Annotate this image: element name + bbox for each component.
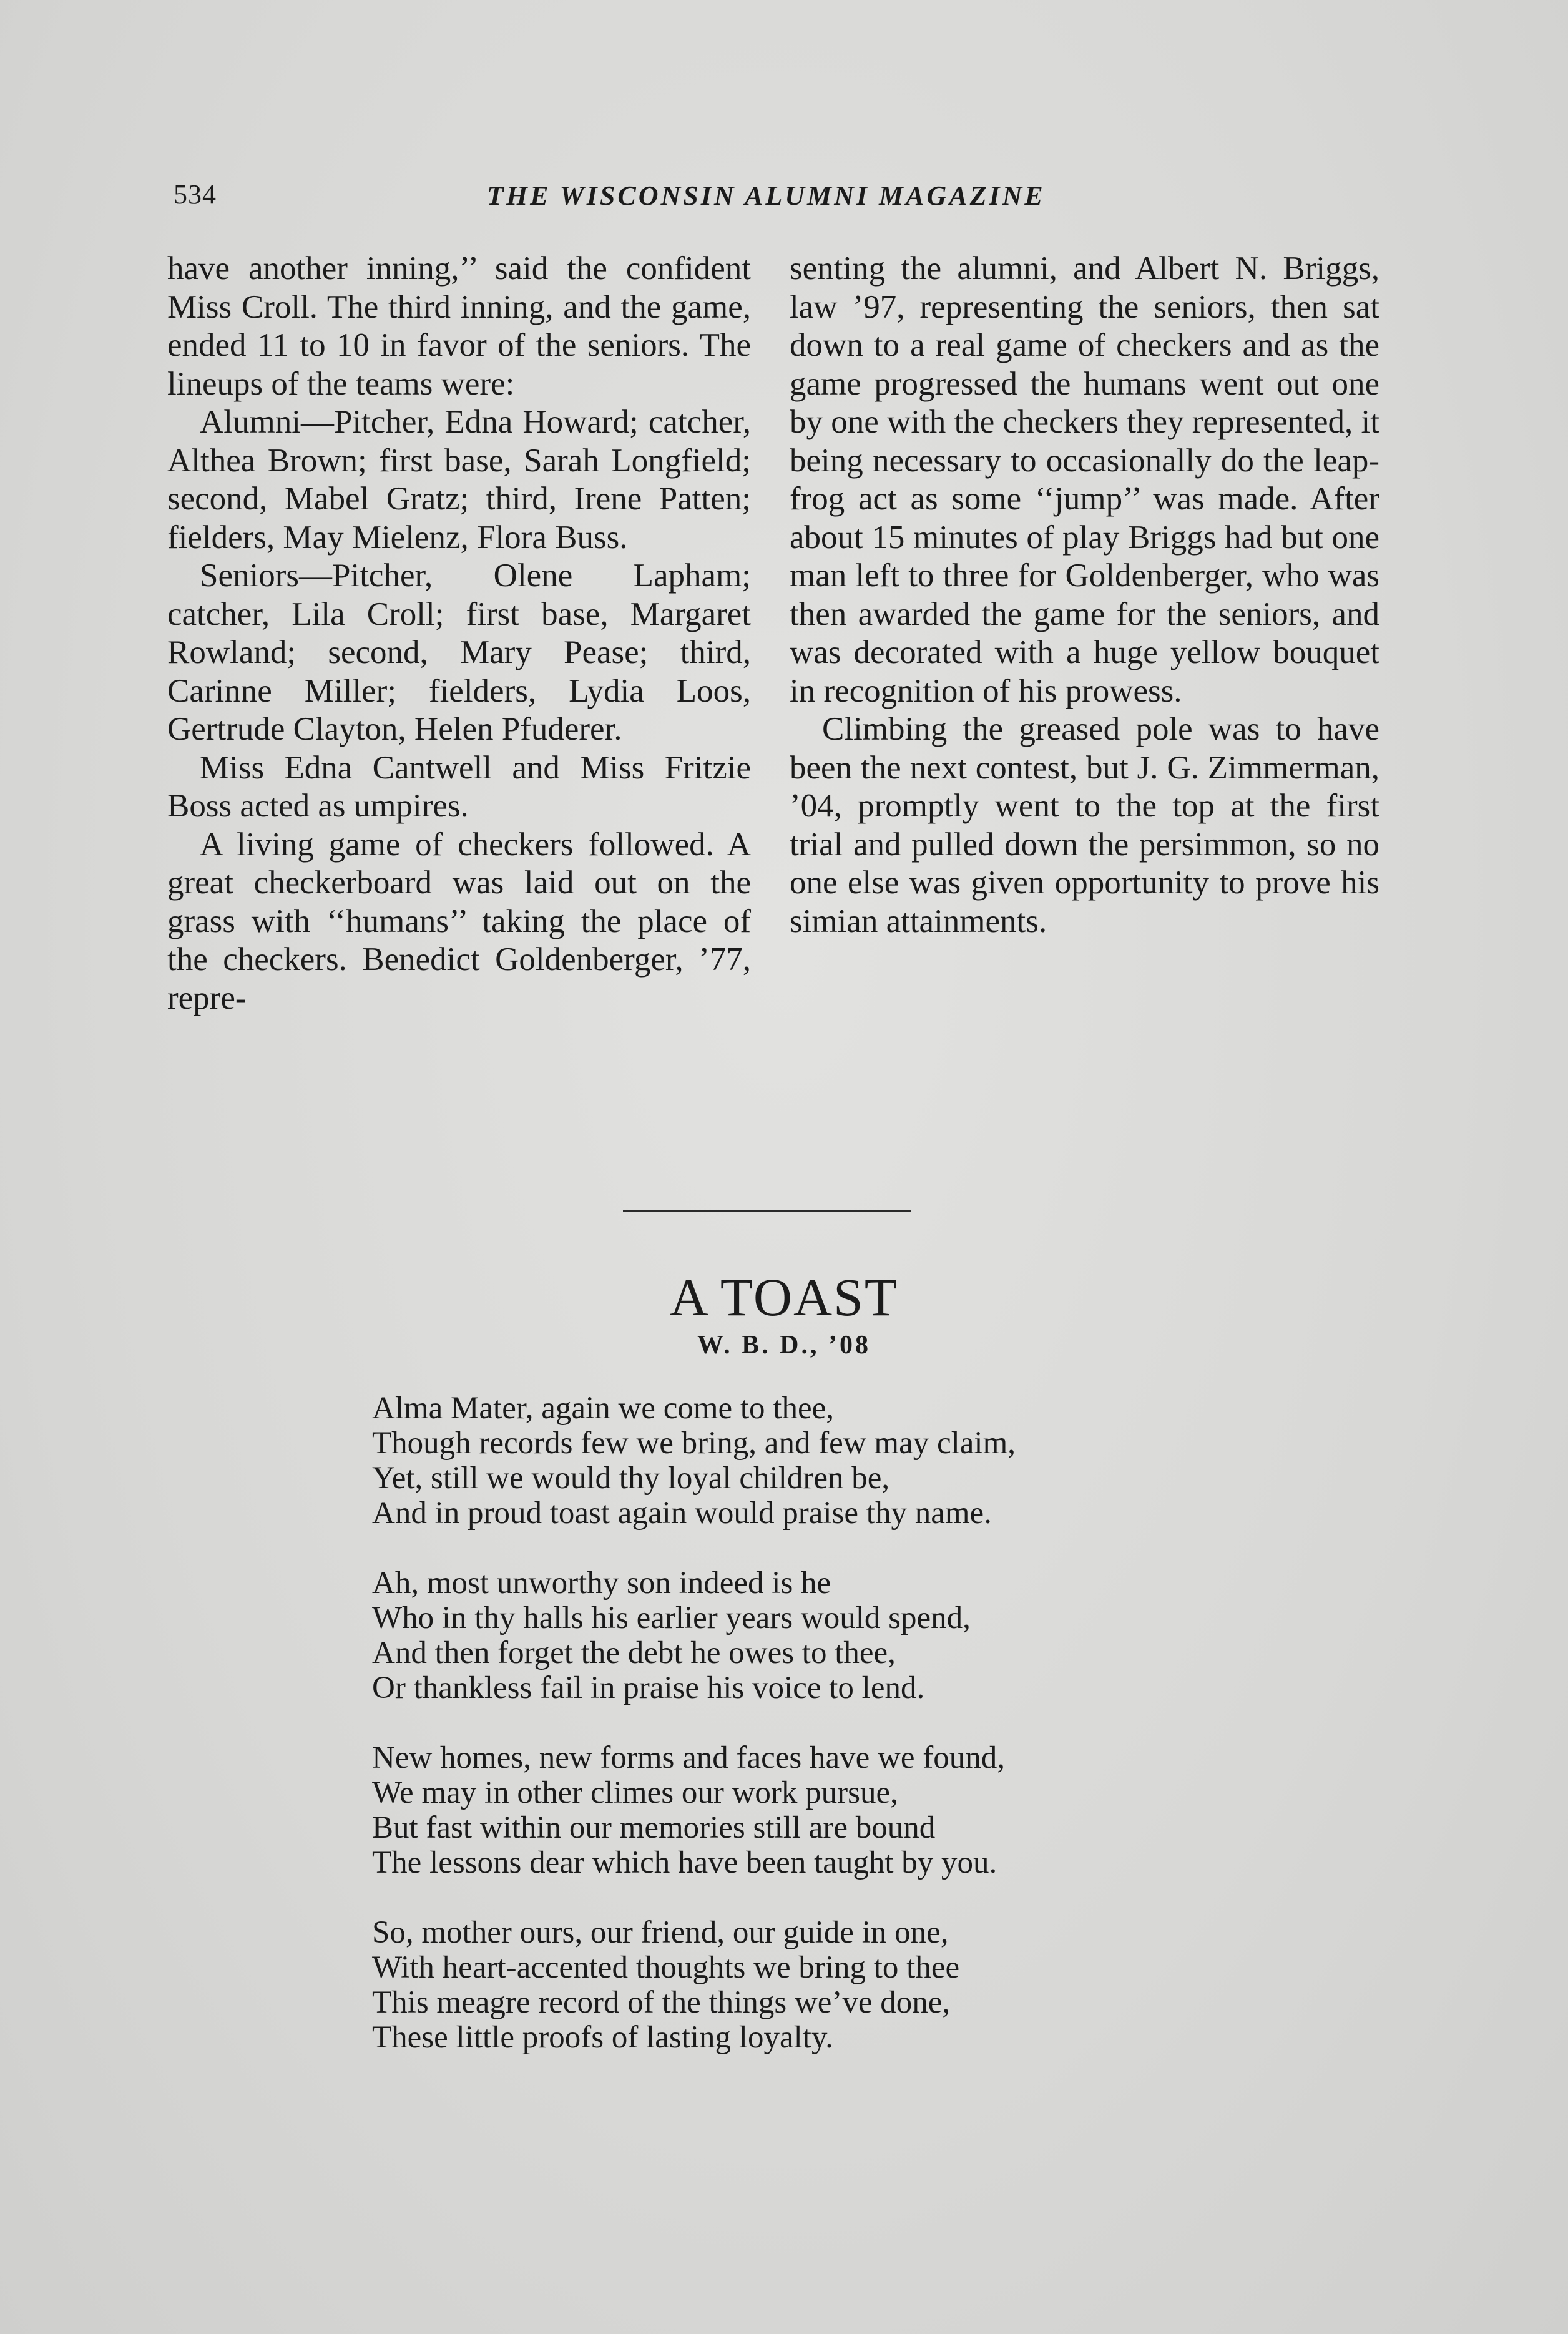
poem-line: And then forget the debt he owes to thee, <box>372 1635 896 1670</box>
poem-line: And in proud toast again would praise thy name. <box>372 1496 992 1531</box>
paragraph: Alumni—Pitcher, Edna Howard; catcher, Althea Brown; first base, Sarah Longfield; second, Mabel Gratz; third, Irene Patten; fielders, May Mielenz, Flora Buss. <box>167 404 751 556</box>
poem-line: Yet, still we would thy loyal children be, <box>372 1461 890 1496</box>
paragraph: Climbing the greased pole was to have been the next contest, but J. G. Zimmerman, ’04, promptly went to the top at the first trial and pulled down the persimmon, so no one else was given opportunity to prove his simian attainments. <box>790 711 1379 939</box>
paragraph: A living game of checkers followed. A great checkerboard was laid out on the grass with ‘‘humans’’ taking the place of the checkers. Benedict Goldenberger, ’77, repre- <box>167 826 751 1016</box>
section-divider <box>623 1210 911 1212</box>
paragraph: senting the alumni, and Albert N. Briggs, law ’97, representing the seniors, then sat down to a real game of checkers and as the game progressed the humans went out one by one with the checkers they represented, it being necessary to occasionally do the leap-frog act as some ‘‘jump’’ was made. After about 15 minutes of play Briggs had but one man left to three for Goldenberger, who was then awarded the game for the seniors, and was decorated with a huge yellow bouquet in recognition of his prowess. <box>790 250 1379 709</box>
poem-line: We may in other climes our work pursue, <box>372 1775 898 1810</box>
running-title: THE WISCONSIN ALUMNI MAGAZINE <box>487 180 1046 211</box>
poem-stanza <box>372 1740 1016 1880</box>
poem-body <box>372 1391 1016 2090</box>
paragraph: Seniors—Pitcher, Olene Lapham; catcher, Lila Croll; first base, Margaret Rowland; second, Mary Pease; third, Carinne Miller; fielders, Lydia Loos, Gertrude Clayton, Helen Pfuderer. <box>167 557 751 747</box>
page-number: 534 <box>174 179 217 210</box>
paragraph: have another inning,’’ said the confident Miss Croll. The third inning, and the game, ended 11 to 10 in favor of the seniors. The lineups of the teams were: <box>167 250 751 402</box>
poem-line: New homes, new forms and faces have we found, <box>372 1740 1005 1775</box>
poem-line: These little proofs of lasting loyalty. <box>372 2020 833 2055</box>
poem-line: Alma Mater, again we come to thee, <box>372 1391 834 1426</box>
poem-line: So, mother ours, our friend, our guide in one, <box>372 1915 949 1950</box>
poem-line: But fast within our memories still are bound <box>372 1810 936 1845</box>
article-right-column <box>790 250 1379 941</box>
poem-line: With heart-accented thoughts we bring to thee <box>372 1950 960 1985</box>
poem-line: The lessons dear which have been taught by you. <box>372 1845 997 1880</box>
poem-stanza <box>372 1915 1016 2055</box>
poem-line: Who in thy halls his earlier years would spend, <box>372 1601 971 1635</box>
poem-line: Though records few we bring, and few may claim, <box>372 1426 1016 1461</box>
poem-line: Ah, most unworthy son indeed is he <box>372 1566 831 1601</box>
poem-author: W. B. D., ’08 <box>697 1331 871 1360</box>
article-left-column <box>167 250 751 1017</box>
poem-title: A TOAST <box>669 1267 899 1327</box>
paragraph: Miss Edna Cantwell and Miss Fritzie Boss acted as umpires. <box>167 749 751 824</box>
poem-stanza <box>372 1391 1016 1531</box>
poem-line: Or thankless fail in praise his voice to lend. <box>372 1670 925 1705</box>
poem-stanza <box>372 1566 1016 1705</box>
poem-line: This meagre record of the things we’ve done, <box>372 1985 951 2020</box>
